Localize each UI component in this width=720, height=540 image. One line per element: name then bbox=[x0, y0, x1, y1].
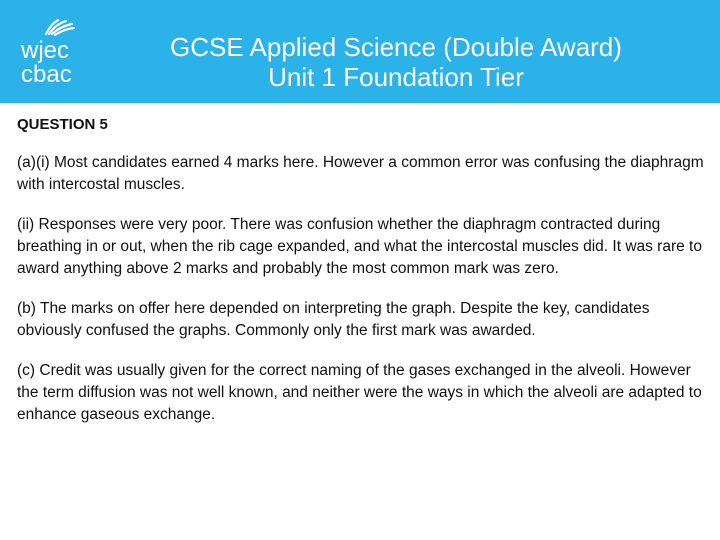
logo-text-wjec: wjec bbox=[21, 37, 70, 64]
title-line-1: GCSE Applied Science (Double Award) bbox=[170, 32, 622, 62]
paragraph-a-ii: (ii) Responses were very poor. There was confusion whether the diaphragm contracted during breathing in or out, when the rib cage expanded, and what the intercostal muscles did. It was rare to award anything above 2 marks and probably the most common mark was zero. bbox=[17, 216, 702, 277]
open-book-icon bbox=[16, 12, 96, 88]
report-body bbox=[17, 114, 707, 444]
paragraph-a-i: (a)(i) Most candidates earned 4 marks here. However a common error was confusing the diaphragm with intercostal muscles. bbox=[17, 154, 704, 193]
wjec-cbac-logo bbox=[16, 12, 96, 88]
question-heading: QUESTION 5 bbox=[17, 116, 108, 133]
title-line-2: Unit 1 Foundation Tier bbox=[268, 62, 524, 92]
header-banner bbox=[0, 0, 720, 103]
paragraph-c: (c) Credit was usually given for the correct naming of the gases exchanged in the alveoli. However the term diffusion was not well known, and neither were the ways in which the alveoli are adapted to enhance gaseous exchange. bbox=[17, 362, 702, 423]
page-title bbox=[100, 32, 692, 92]
logo-text-cbac: cbac bbox=[21, 61, 72, 88]
paragraph-b: (b) The marks on offer here depended on interpreting the graph. Despite the key, candidates obviously confused the graphs. Commonly only the first mark was awarded. bbox=[17, 300, 650, 339]
